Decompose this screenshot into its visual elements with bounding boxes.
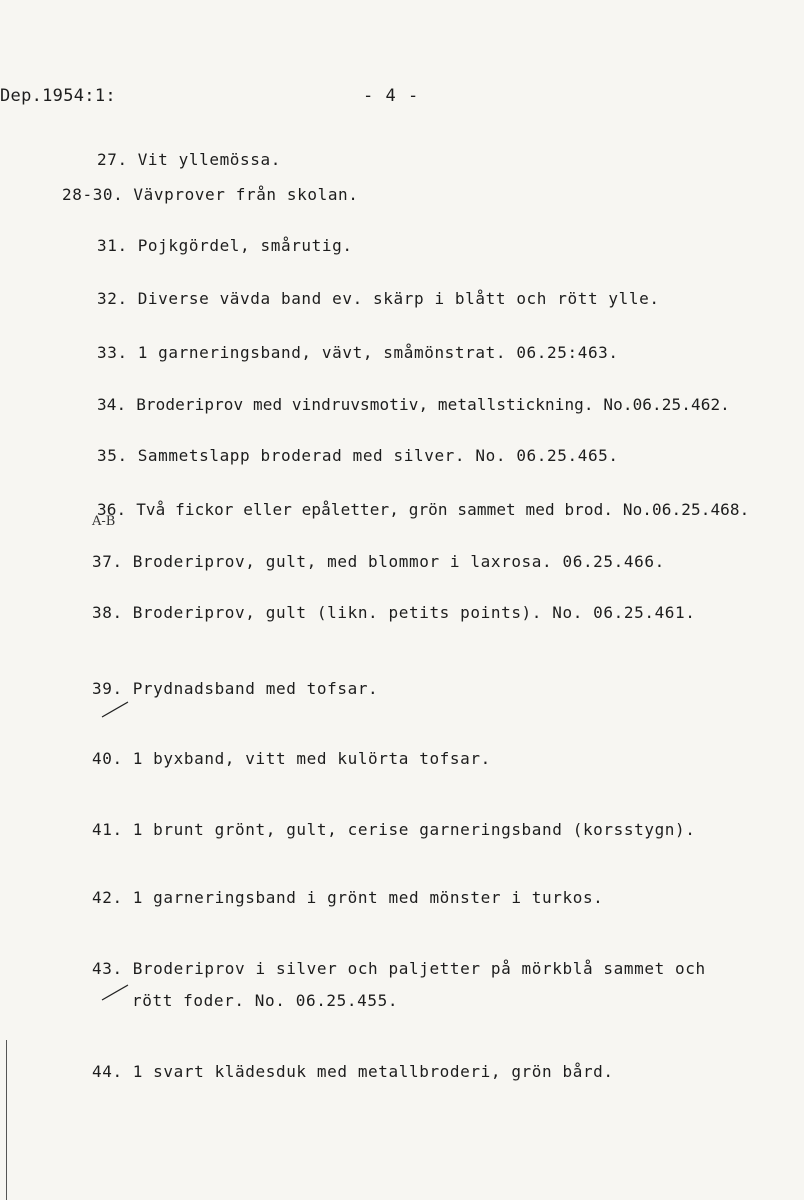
list-item xyxy=(97,446,619,465)
list-item xyxy=(97,500,749,519)
list-item xyxy=(97,236,353,255)
item-text: Två fickor eller epåletter, grön sammet med brod. No.06.25.468. xyxy=(136,500,750,519)
item-number: 31. xyxy=(97,236,128,255)
item-text: Broderiprov i silver och paljetter på mörkblå sammet och xyxy=(132,959,706,978)
item-number: 36. xyxy=(97,500,127,519)
item-number: 35. xyxy=(97,446,128,465)
list-item xyxy=(92,552,665,571)
check-mark-icon xyxy=(100,700,130,720)
item-text: Sammetslapp broderad med silver. No. 06.25.465. xyxy=(137,446,619,465)
list-item xyxy=(97,289,660,308)
item-text: 1 svart klädesduk med metallbroderi, grön bård. xyxy=(132,1062,614,1081)
item-number: 40. xyxy=(92,749,123,768)
item-number: 34. xyxy=(97,395,127,414)
list-item xyxy=(92,749,491,768)
item-text: Broderiprov med vindruvsmotiv, metallstickning. No.06.25.462. xyxy=(136,395,730,414)
list-item xyxy=(92,1062,614,1081)
item-number: 39. xyxy=(92,679,123,698)
margin-line xyxy=(6,1040,7,1200)
item-text: 1 brunt grönt, gult, cerise garneringsband (korsstygn). xyxy=(132,820,696,839)
item-text: Broderiprov, gult (likn. petits points). No. 06.25.461. xyxy=(132,603,696,622)
item-number: 32. xyxy=(97,289,128,308)
item-text: Vit yllemössa. xyxy=(137,150,281,169)
item-text: Vävprover från skolan. xyxy=(133,185,359,204)
item-continuation: rött foder. No. 06.25.455. xyxy=(132,991,399,1010)
page-number: - 4 - xyxy=(363,86,420,106)
handwritten-note: A-B xyxy=(92,514,116,529)
check-mark-icon xyxy=(100,983,130,1003)
list-item xyxy=(62,185,359,204)
item-number: 28-30. xyxy=(62,185,124,204)
list-item xyxy=(92,888,603,907)
item-number: 38. xyxy=(92,603,123,622)
list-item xyxy=(97,150,281,169)
item-text: Broderiprov, gult, med blommor i laxrosa. 06.25.466. xyxy=(132,552,665,571)
list-item xyxy=(92,820,696,839)
item-number: 44. xyxy=(92,1062,123,1081)
item-number: 41. xyxy=(92,820,123,839)
list-item xyxy=(92,603,696,622)
item-text: Diverse vävda band ev. skärp i blått och rött ylle. xyxy=(137,289,660,308)
list-item xyxy=(92,679,378,698)
item-text: 1 byxband, vitt med kulörta tofsar. xyxy=(132,749,491,768)
list-item xyxy=(97,343,619,362)
item-text: 1 garneringsband i grönt med mönster i turkos. xyxy=(132,888,604,907)
item-number: 33. xyxy=(97,343,128,362)
header-reference: Dep.1954:1: xyxy=(0,86,116,106)
item-text: 1 garneringsband, vävt, småmönstrat. 06.25:463. xyxy=(137,343,619,362)
item-number: 42. xyxy=(92,888,123,907)
item-number: 27. xyxy=(97,150,128,169)
list-item xyxy=(92,959,706,978)
item-text: Prydnadsband med tofsar. xyxy=(132,679,379,698)
item-number: 37. xyxy=(92,552,123,571)
list-item xyxy=(97,395,730,414)
item-text: Pojkgördel, smårutig. xyxy=(137,236,353,255)
item-number: 43. xyxy=(92,959,123,978)
